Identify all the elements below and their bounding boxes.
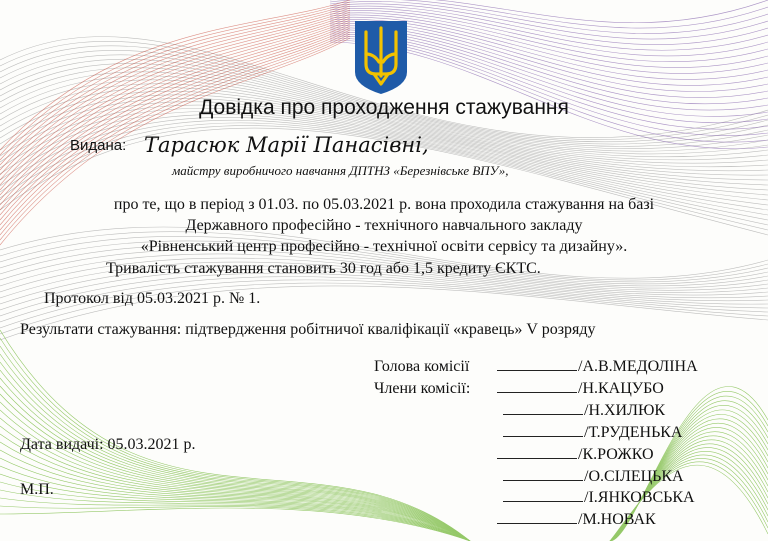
body-line: Державного професійно - технічного навчального закладу bbox=[185, 217, 583, 234]
commission-member bbox=[497, 511, 656, 529]
commission-member-name: /М.НОВАК bbox=[578, 511, 656, 528]
issue-date: Дата видачі: 05.03.2021 р. bbox=[20, 436, 196, 453]
commission-head-signature bbox=[497, 358, 698, 376]
body-line: «Рівненський центр професійно - технічної освіти сервісу та дизайну». bbox=[140, 238, 628, 255]
signature-blank bbox=[497, 380, 577, 393]
trident-coat-of-arms-icon bbox=[352, 18, 410, 96]
recipient-name: Тарасюк Марії Панасівні, bbox=[144, 133, 429, 157]
seal-label: М.П. bbox=[20, 481, 54, 498]
issued-label: Видана: bbox=[70, 137, 127, 154]
commission-member-name: /Н.ХИЛЮК bbox=[584, 402, 666, 419]
commission-member bbox=[503, 402, 665, 420]
commission-member bbox=[503, 489, 695, 507]
protocol-line: Протокол від 05.03.2021 р. № 1. bbox=[44, 290, 261, 307]
commission-head-label: Голова комісії bbox=[374, 358, 470, 375]
commission-head-name: /А.В.МЕДОЛІНА bbox=[578, 358, 698, 375]
commission-member bbox=[503, 468, 684, 486]
signature-blank bbox=[503, 402, 583, 415]
commission-member-name: /К.РОЖКО bbox=[578, 446, 654, 463]
body-line: про те, що в період з 01.03. по 05.03.2021 р. вона проходила стажування на базі bbox=[113, 196, 655, 213]
commission-member-name: /Т.РУДЕНЬКА bbox=[584, 424, 683, 441]
signature-blank bbox=[503, 489, 583, 502]
commission-member-name: /Н.КАЦУБО bbox=[578, 380, 664, 397]
commission-member-name: /О.СІЛЕЦЬКА bbox=[584, 468, 684, 485]
signature-blank bbox=[497, 511, 577, 524]
commission-member-name: /І.ЯНКОВСЬКА bbox=[584, 489, 695, 506]
commission-member bbox=[497, 380, 664, 398]
signature-blank bbox=[503, 424, 583, 437]
signature-blank bbox=[503, 468, 583, 481]
document-title: Довідка про проходження стажування bbox=[199, 96, 569, 119]
recipient-position: майстру виробничого навчання ДПТНЗ «Березнівське ВПУ», bbox=[172, 163, 509, 178]
commission-member bbox=[503, 424, 682, 442]
results-line: Результати стажування: підтвердження робітничої кваліфікації «кравець» V розряду bbox=[20, 321, 596, 338]
commission-members-label: Члени комісії: bbox=[374, 380, 471, 397]
body-line: Тривалість стажування становить 30 год або 1,5 кредиту ЄКТС. bbox=[106, 260, 541, 277]
signature-blank bbox=[497, 358, 577, 371]
commission-member bbox=[497, 446, 654, 464]
signature-blank bbox=[497, 446, 577, 459]
